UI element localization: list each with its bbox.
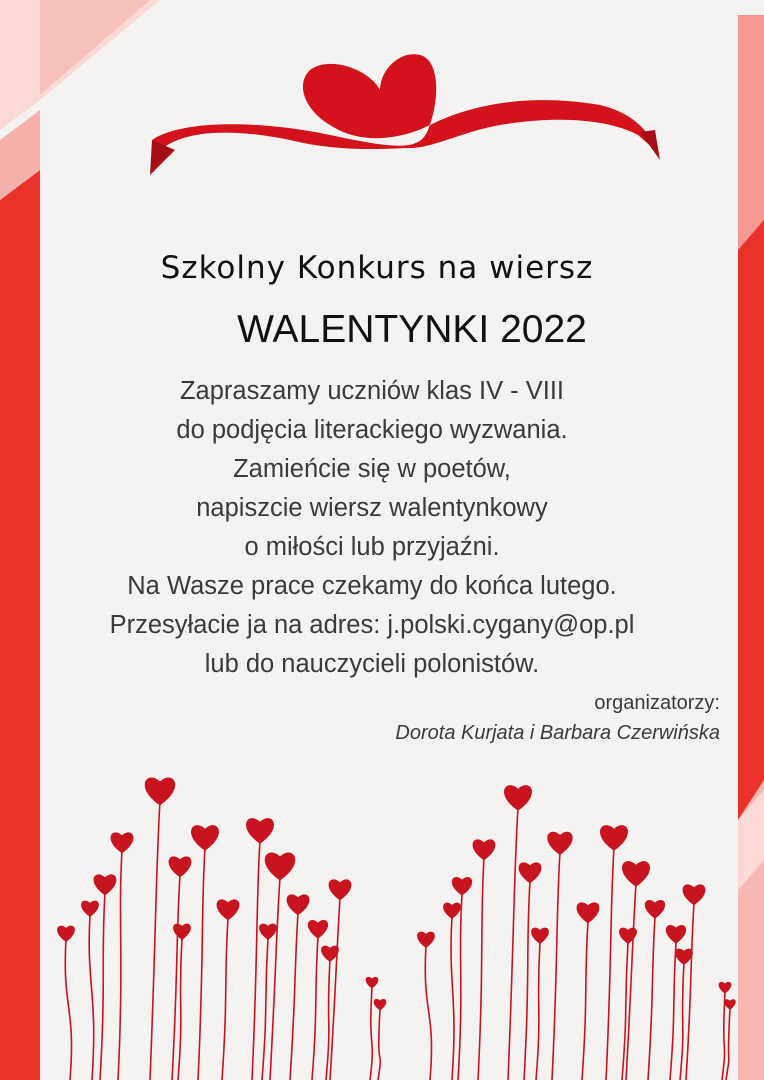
invitation-line: lub do nauczycieli polonistów. bbox=[204, 650, 540, 678]
invitation-line: Zamieńcie się w poetów, bbox=[233, 455, 511, 483]
heart-stem bbox=[726, 1008, 730, 1080]
heart-shape bbox=[173, 924, 191, 940]
heart-shape bbox=[519, 862, 542, 883]
heart-stem bbox=[172, 875, 180, 1080]
heart-stem bbox=[100, 893, 105, 1080]
heart-stem bbox=[270, 877, 280, 1080]
heart-stem bbox=[670, 941, 676, 1080]
heart-stem bbox=[222, 918, 228, 1080]
heart-stem bbox=[262, 938, 268, 1080]
heart-shape bbox=[622, 861, 650, 887]
heart-stem bbox=[425, 946, 431, 1080]
heart-shape bbox=[366, 977, 379, 989]
heart-shape bbox=[265, 853, 295, 881]
heart-stem bbox=[552, 852, 560, 1080]
heart-shape bbox=[191, 825, 219, 851]
heart-shape bbox=[473, 839, 496, 860]
heart-stem bbox=[680, 963, 684, 1080]
heart-shape bbox=[683, 884, 706, 905]
heart-shape bbox=[94, 874, 117, 895]
invitation-line: Zapraszamy uczniów klas IV - VIII bbox=[179, 377, 565, 405]
heart-shape bbox=[81, 901, 99, 917]
heart-shape bbox=[724, 999, 735, 1009]
heart-shape bbox=[443, 903, 461, 919]
heart-stem bbox=[150, 802, 160, 1080]
heart-stem bbox=[508, 807, 518, 1080]
heart-stem bbox=[326, 960, 330, 1080]
heart-shape bbox=[111, 832, 134, 853]
organizers-label: organizatorzy: bbox=[594, 692, 720, 714]
heart-shape bbox=[246, 818, 274, 844]
invitation-line: Przesyłacie ja na adres: j.polski.cygany@op.pl bbox=[109, 611, 635, 639]
heart-shape bbox=[719, 982, 732, 994]
heart-shape bbox=[452, 877, 472, 896]
heart-stem bbox=[722, 992, 725, 1080]
heart-shape bbox=[287, 894, 310, 915]
heart-shape bbox=[619, 928, 637, 944]
heart-shape bbox=[374, 999, 387, 1011]
heart-shape bbox=[308, 920, 328, 939]
invitation-line: do podjęcia literackiego wyzwania. bbox=[176, 416, 568, 444]
heart-stem bbox=[536, 942, 540, 1080]
heart-shape bbox=[645, 900, 665, 919]
heart-stem bbox=[178, 938, 182, 1080]
heart-stem bbox=[478, 858, 484, 1080]
heart-stem bbox=[626, 883, 636, 1080]
heart-stem bbox=[198, 847, 205, 1080]
heart-shape bbox=[531, 928, 549, 944]
heart-stem bbox=[524, 881, 530, 1080]
heart-shape bbox=[145, 778, 175, 806]
invitation-line: Na Wasze prace czekamy do końca lutego. bbox=[127, 572, 617, 600]
heart-shape bbox=[417, 932, 435, 948]
heart-stem bbox=[378, 1009, 380, 1080]
heart-stem bbox=[648, 916, 655, 1080]
contest-title: Szkolny Konkurs na wiersz bbox=[160, 250, 594, 286]
contest-name: WALENTYNKI 2022 bbox=[237, 308, 587, 351]
heart-shape bbox=[169, 856, 192, 877]
heart-shape bbox=[675, 949, 693, 965]
heart-shape bbox=[666, 925, 686, 944]
heart-stem bbox=[89, 915, 94, 1080]
heart-shape bbox=[600, 825, 628, 851]
heart-shape bbox=[329, 879, 352, 900]
heart-shape bbox=[217, 899, 240, 920]
heart-stem bbox=[686, 903, 694, 1080]
heart-stem bbox=[330, 898, 340, 1080]
heart-stem bbox=[118, 851, 122, 1080]
heart-stem bbox=[606, 847, 614, 1080]
organizers-names: Dorota Kurjata i Barbara Czerwińska bbox=[395, 722, 720, 744]
heart-stem bbox=[65, 940, 71, 1080]
heart-stem bbox=[312, 936, 318, 1080]
heart-shape bbox=[259, 924, 277, 940]
heart-stem bbox=[290, 913, 298, 1080]
heart-shape bbox=[504, 785, 532, 811]
heart-shape bbox=[547, 832, 572, 855]
heart-stem bbox=[582, 921, 588, 1080]
heart-stem bbox=[451, 917, 454, 1080]
invitation-line: o miłości lub przyjaźni. bbox=[244, 533, 500, 561]
heart-stem bbox=[252, 840, 260, 1080]
heart-stem bbox=[370, 987, 372, 1080]
heart-shape bbox=[577, 902, 600, 923]
heart-stem bbox=[458, 893, 462, 1080]
heart-shape bbox=[57, 926, 75, 942]
invitation-line: napiszcie wiersz walentynkowy bbox=[196, 494, 548, 522]
